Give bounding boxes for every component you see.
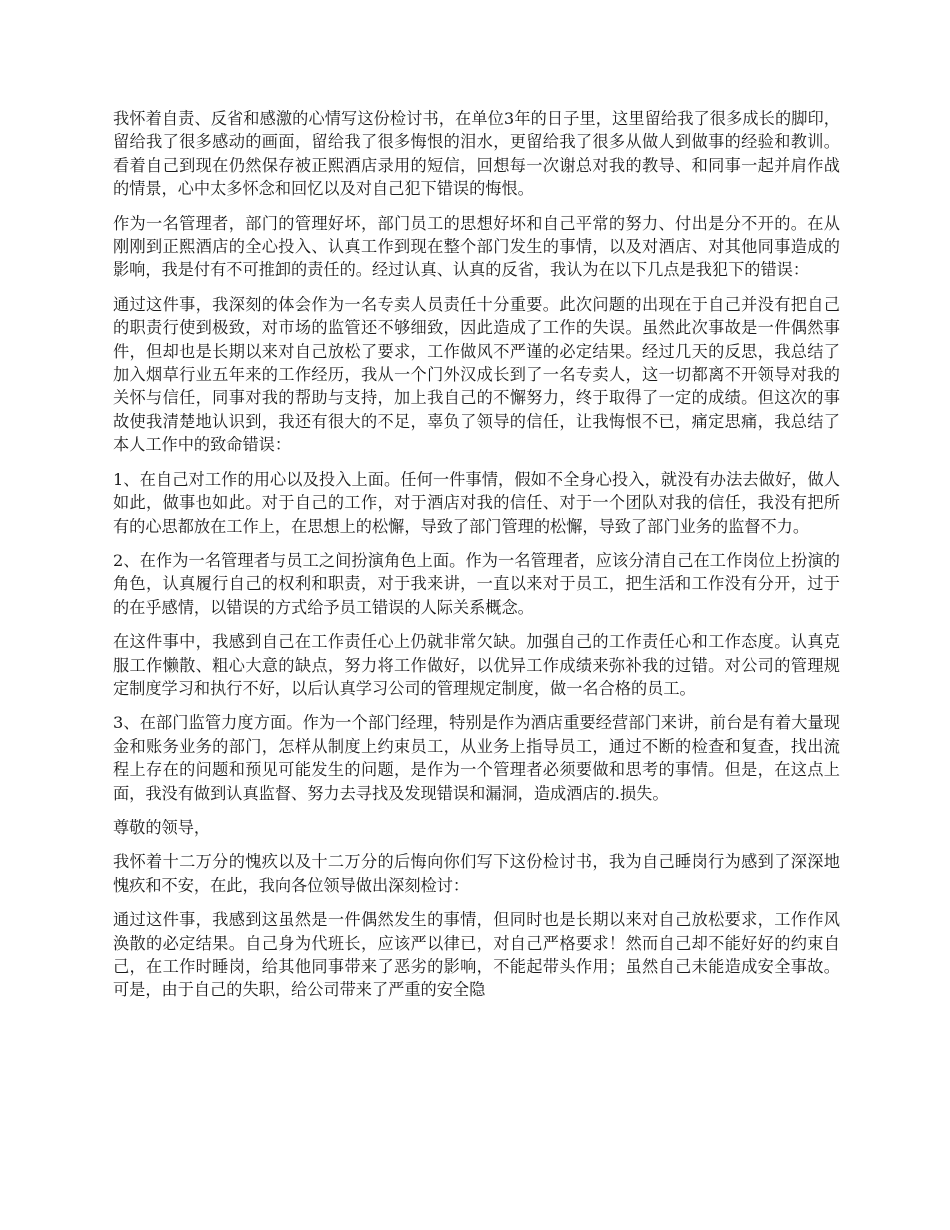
paragraph-9: 我怀着十二万分的愧疚以及十二万分的后悔向你们写下这份检讨书，我为自己睡岗行为感到了深深地愧疚和不安，在此，我向各位领导做出深刻检讨： — [113, 852, 840, 895]
paragraph-6: 在这件事中，我感到自己在工作责任心上仍就非常欠缺。加强自己的工作责任心和工作态度。认真克服工作懒散、粗心大意的缺点，努力将工作做好，以优异工作成绩来弥补我的过错。对公司的管理规定制度学习和执行不好，以后认真学习公司的管理规定制度，做一名合格的员工。 — [113, 632, 840, 698]
paragraph-7: 3、在部门监管力度方面。作为一个部门经理，特别是作为酒店重要经营部门来讲，前台是有着大量现金和账务业务的部门，怎样从制度上约束员工，从业务上指导员工，通过不断的检查和复查，找出流程上存在的问题和预见可能发生的问题，是作为一个管理者必须要做和思考的事情。但是，在这点上面，我没有做到认真监督、努力去寻找及发现错误和漏洞，造成酒店的.损失。 — [113, 713, 840, 803]
paragraph-3: 通过这件事，我深刻的体会作为一名专卖人员责任十分重要。此次问题的出现在于自己并没有把自己的职责行使到极致，对市场的监管还不够细致，因此造成了工作的失误。虽然此次事故是一件偶然事件，但却也是长期以来对自己放松了要求，工作做风不严谨的必定结果。经过几天的反思，我总结了加入烟草行业五年来的工作经历，我从一个门外汉成长到了一名专卖人，这一切都离不开领导对我的关怀与信任，同事对我的帮助与支持，加上我自己的不懈努力，终于取得了一定的成绩。但这次的事故使我清楚地认识到，我还有很大的不足，辜负了领导的信任，让我悔恨不已，痛定思痛，我总结了本人工作中的致命错误： — [113, 294, 840, 455]
salutation: 尊敬的领导， — [113, 817, 211, 837]
paragraph-2: 作为一名管理者，部门的管理好坏，部门员工的思想好坏和自己平常的努力、付出是分不开的。在从刚刚到正熙酒店的全心投入、认真工作到现在整个部门发生的事情，以及对酒店、对其他同事造成的影响，我是付有不可推卸的责任的。经过认真、认真的反省，我认为在以下几点是我犯下的错误： — [113, 213, 840, 280]
paragraph-1: 我怀着自责、反省和感激的心情写这份检讨书，在单位3年的日子里，这里留给我了很多成长的脚印，留给我了很多感动的画面，留给我了很多悔恨的泪水，更留给我了很多从做人到做事的经验和教训。看着自己到现在仍然保存被正熙酒店录用的短信，回想每一次谢总对我的教导、和同事一起并肩作战的情景，心中太多怀念和回忆以及对自己犯下错误的悔恨。 — [113, 109, 840, 199]
paragraph-4: 1、在自己对工作的用心以及投入上面。任何一件事情，假如不全身心投入，就没有办法去做好，做人如此，做事也如此。对于自己的工作，对于酒店对我的信任、对于一个团队对我的信任，我没有把所有的心思都放在工作上，在思想上的松懈，导致了部门管理的松懈，导致了部门业务的监督不力。 — [113, 469, 840, 536]
paragraph-10: 通过这件事，我感到这虽然是一件偶然发生的事情，但同时也是长期以来对自己放松要求，工作作风涣散的必定结果。自己身为代班长，应该严以律已，对自己严格要求！然而自己却不能好好的约束自己，在工作时睡岗，给其他同事带来了恶劣的影响，不能起带头作用；虽然自己未能造成安全事故。可是，由于自己的失职，给公司带来了严重的安全隐 — [113, 910, 840, 1000]
paragraph-5: 2、在作为一名管理者与员工之间扮演角色上面。作为一名管理者，应该分清自己在工作岗位上扮演的角色，认真履行自己的权利和职责，对于我来讲，一直以来对于员工，把生活和工作没有分开，过于的在乎感情，以错误的方式给予员工错误的人际关系概念。 — [113, 550, 840, 617]
document-body — [113, 107, 840, 1013]
